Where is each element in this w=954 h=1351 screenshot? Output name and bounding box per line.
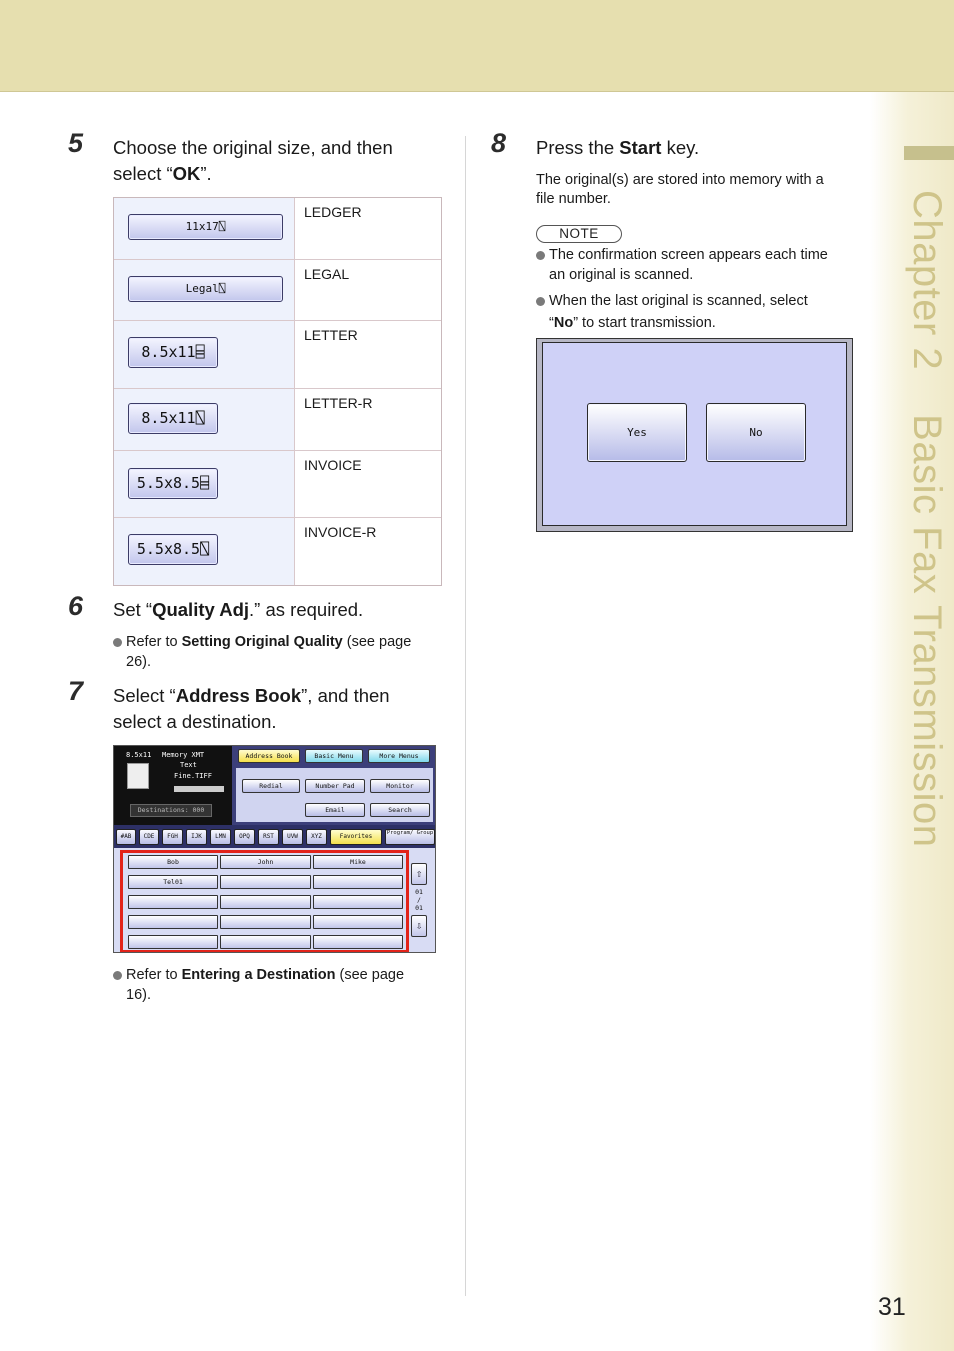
empty-slot[interactable] xyxy=(313,895,403,909)
step-8-number: 8 xyxy=(491,128,507,158)
size-row-legal xyxy=(114,260,441,321)
step-5-line2-pre: select “ xyxy=(113,163,173,184)
size-row-letter-r xyxy=(114,389,441,451)
tab-ab[interactable]: #AB xyxy=(116,829,136,845)
confirmation-screen xyxy=(536,338,853,532)
address-book-screen xyxy=(113,745,436,953)
tab-favorites[interactable]: Favorites xyxy=(330,829,382,845)
empty-slot[interactable] xyxy=(313,875,403,889)
size-button-invoice-r[interactable]: 5.5x8.5⍂ xyxy=(128,534,218,565)
status-panel xyxy=(114,746,232,825)
size-label: INVOICE-R xyxy=(304,524,377,540)
alphabet-tabs xyxy=(114,825,436,848)
number-pad-button[interactable]: Number Pad xyxy=(305,779,365,793)
empty-slot[interactable] xyxy=(313,935,403,949)
column-divider xyxy=(465,136,466,1296)
size-label: LETTER xyxy=(304,327,358,343)
size-button-letter[interactable]: 8.5x11⌸ xyxy=(128,337,218,368)
step-6-number: 6 xyxy=(68,591,84,621)
empty-slot[interactable] xyxy=(220,935,311,949)
size-row-ledger xyxy=(114,198,441,260)
step-7-number: 7 xyxy=(68,676,84,706)
monitor-button[interactable]: Monitor xyxy=(370,779,430,793)
size-button-ledger[interactable]: 11x17⍂ xyxy=(128,214,283,240)
more-menus-button[interactable]: More Menus xyxy=(368,749,430,763)
size-row-letter xyxy=(114,321,441,389)
destination-john[interactable]: John xyxy=(220,855,311,869)
step-5-ok-keyword: OK xyxy=(172,163,201,184)
empty-slot[interactable] xyxy=(220,875,311,889)
function-area xyxy=(232,746,436,825)
page-number: 31 xyxy=(878,1293,906,1321)
step-5-line1: Choose the original size, and then xyxy=(113,137,393,158)
empty-slot[interactable] xyxy=(128,935,218,949)
status-text-mode: Text xyxy=(180,761,197,769)
chapter-name: Basic Fax Transmission xyxy=(905,414,949,848)
no-button[interactable]: No xyxy=(706,403,806,462)
header-band xyxy=(0,0,954,92)
tab-lmn[interactable]: LMN xyxy=(210,829,231,845)
step-5-line2-post: ”. xyxy=(200,163,212,184)
tab-xyz[interactable]: XYZ xyxy=(306,829,327,845)
document-icon xyxy=(127,763,149,789)
bullet-icon xyxy=(113,971,122,980)
search-button[interactable]: Search xyxy=(370,803,430,817)
tab-fgh[interactable]: FGH xyxy=(162,829,183,845)
destination-tel01[interactable]: Tel01 xyxy=(128,875,218,889)
empty-slot[interactable] xyxy=(313,915,403,929)
destination-mike[interactable]: Mike xyxy=(313,855,403,869)
step-6-instruction: Set “Quality Adj.” as required. xyxy=(113,599,364,620)
size-label: LEGAL xyxy=(304,266,350,282)
bullet-icon xyxy=(536,297,545,306)
tab-ijk[interactable]: IJK xyxy=(186,829,207,845)
chapter-number: Chapter 2 xyxy=(905,190,949,371)
chapter-tab-marker xyxy=(904,146,954,160)
tab-uvw[interactable]: UVW xyxy=(282,829,303,845)
start-key-keyword: Start xyxy=(619,137,662,158)
size-button-letter-r[interactable]: 8.5x11⍂ xyxy=(128,403,218,434)
destination-list xyxy=(120,850,409,953)
empty-slot[interactable] xyxy=(128,895,218,909)
redial-button[interactable]: Redial xyxy=(242,779,300,793)
scroll-down-icon[interactable]: ⇩ xyxy=(411,915,427,937)
tab-cde[interactable]: CDE xyxy=(139,829,159,845)
status-mode: Memory XMT xyxy=(162,751,205,759)
tab-opq[interactable]: OPQ xyxy=(234,829,255,845)
yes-button[interactable]: Yes xyxy=(587,403,687,462)
scroll-up-icon[interactable]: ⇧ xyxy=(411,863,427,885)
step-5-number: 5 xyxy=(68,128,84,158)
email-button[interactable]: Email xyxy=(305,803,365,817)
status-size: 8.5x11 xyxy=(126,751,152,759)
destinations-counter: Destinations: 000 xyxy=(130,804,212,817)
status-file-mode: Fine.TIFF xyxy=(174,772,212,780)
bullet-icon xyxy=(536,251,545,260)
size-button-invoice[interactable]: 5.5x8.5⌸ xyxy=(128,468,218,499)
size-row-invoice xyxy=(114,451,441,518)
size-label: INVOICE xyxy=(304,457,362,473)
step-8-description: The original(s) are stored into memory with a file number. xyxy=(536,172,824,207)
step-8-instruction: Press the Start key. xyxy=(536,137,700,158)
note-item: When the last original is scanned, select “No” to start transmission. xyxy=(536,290,866,334)
empty-slot[interactable] xyxy=(128,915,218,929)
note-label: NOTE xyxy=(536,225,622,243)
paper-size-table xyxy=(113,197,442,586)
address-book-button[interactable]: Address Book xyxy=(238,749,300,763)
page-indicator: 01 / 01 xyxy=(415,888,423,912)
basic-menu-button[interactable]: Basic Menu xyxy=(305,749,363,763)
empty-slot[interactable] xyxy=(220,895,311,909)
quality-adj-keyword: Quality Adj xyxy=(152,599,250,620)
step-7-instruction: Select “Address Book”, and then select a destination. xyxy=(113,685,390,732)
chapter-title xyxy=(897,190,949,848)
note-item: The confirmation screen appears each time an original is scanned. xyxy=(536,245,866,285)
destination-bob[interactable]: Bob xyxy=(128,855,218,869)
step-6-reference: Refer to Setting Original Quality (see page 26). xyxy=(113,632,453,672)
size-row-invoice-r xyxy=(114,518,441,585)
tab-rst[interactable]: RST xyxy=(258,829,279,845)
step-5-instruction xyxy=(113,135,453,187)
size-label: LEDGER xyxy=(304,204,362,220)
memory-bar xyxy=(174,786,224,792)
size-button-legal[interactable]: Legal⍂ xyxy=(128,276,283,302)
size-label: LETTER-R xyxy=(304,395,373,411)
tab-program-group[interactable]: Program/ Group xyxy=(385,829,435,845)
address-book-keyword: Address Book xyxy=(175,685,302,706)
step-7-reference: Refer to Entering a Destination (see page 16). xyxy=(113,965,453,1005)
empty-slot[interactable] xyxy=(220,915,311,929)
bullet-icon xyxy=(113,638,122,647)
